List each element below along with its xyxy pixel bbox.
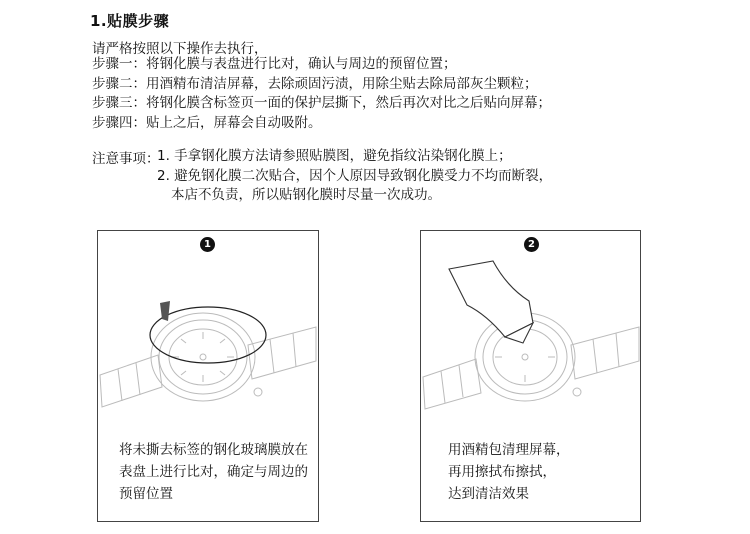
panel-caption (119, 439, 308, 505)
step-2: 步骤二：用酒精布清洁屏幕，去除顽固污渍，用除尘贴去除局部灰尘颗粒； (92, 75, 538, 92)
caption-line: 再用擦拭布擦拭， (448, 464, 556, 480)
steps-list (92, 55, 551, 133)
caption-line: 表盘上进行比对，确定与周边的 (119, 464, 308, 480)
watch-compare-illustration (98, 257, 318, 437)
caption-line: 预留位置 (119, 486, 173, 502)
caption-line: 达到清洁效果 (448, 486, 529, 502)
section-heading: 1.贴膜步骤 (90, 12, 170, 30)
step-4: 步骤四：贴上之后，屏幕会自动吸附。 (92, 114, 322, 131)
step-3: 步骤三：将钢化膜含标签页一面的保护层撕下，然后再次对比之后贴向屏幕； (92, 95, 551, 111)
note-1: 1. 手拿钢化膜方法请参照贴膜图，避免指纹沾染钢化膜上； (157, 148, 512, 164)
note-2-continued: 本店不负责，所以贴钢化膜时尽量一次成功。 (171, 187, 441, 203)
caption-line: 用酒精包清理屏幕， (448, 442, 570, 458)
step-1: 步骤一：将钢化膜与表盘进行比对，确认与周边的预留位置； (92, 56, 457, 72)
notes-label: 注意事项： (92, 151, 160, 167)
panel-caption (448, 439, 570, 505)
intro-text: 请严格按照以下操作去执行， (92, 41, 268, 57)
note-2: 2. 避免钢化膜二次贴合，因个人原因导致钢化膜受力不均而断裂， (157, 167, 553, 184)
illustration-panel-1 (97, 230, 319, 522)
step-number-badge: 1 (200, 237, 215, 252)
illustration-panel-2 (420, 230, 641, 522)
watch-cleaning-illustration (421, 257, 641, 437)
caption-line: 将未撕去标签的钢化玻璃膜放在 (119, 442, 308, 458)
notes-list (157, 147, 552, 206)
step-number-badge: 2 (524, 237, 539, 252)
